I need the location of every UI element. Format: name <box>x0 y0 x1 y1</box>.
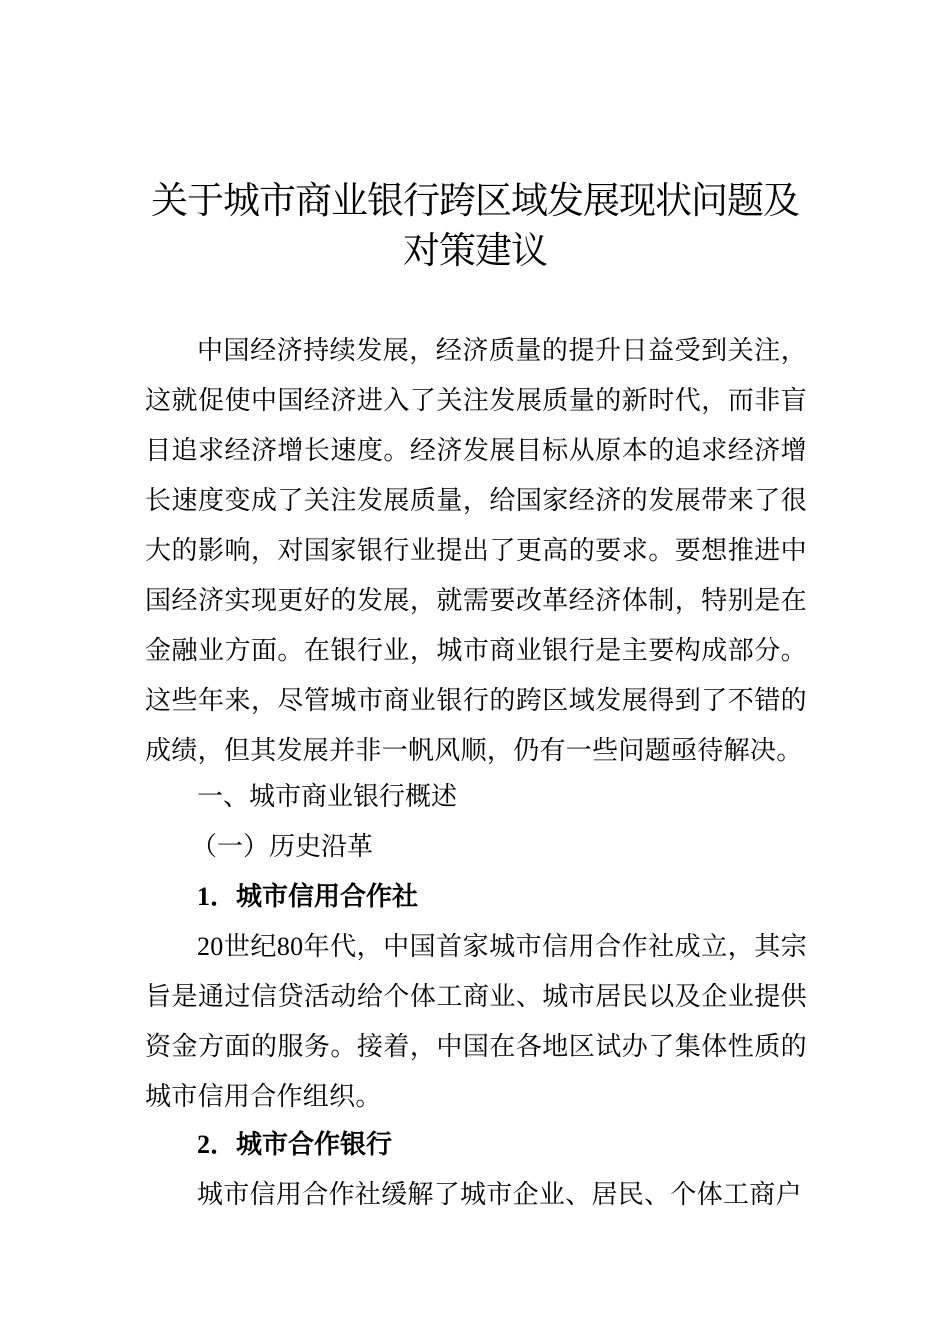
item-paragraph-2: 城市信用合作社缓解了城市企业、居民、个体工商户 <box>197 1180 802 1210</box>
document-title: 关于城市商业银行跨区域发展现状问题及对策建议 <box>151 179 799 272</box>
section-heading: 一、城市商业银行概述 <box>197 782 458 812</box>
paragraph-segment-2: 年代，中国首家城市信用合作社成立，其宗旨是通过信贷活动给个体工商业、城市居民以及企业提供资金方面的服务。接着，中国在各地区试办了集体性质的城市信用合作组织。 <box>145 932 807 1112</box>
year-number-1: 20 <box>197 932 224 961</box>
item-number-1: 1． <box>197 882 237 911</box>
item-paragraph-1 <box>145 922 807 1122</box>
intro-paragraph: 中国经济持续发展，经济质量的提升日益受到关注，这就促使中国经济进入了关注发展质量的新时代，而非盲目追求经济增长速度。经济发展目标从原本的追求经济增长速度变成了关注发展质量，给国家经济的发展带来了很大的影响，对国家银行业提出了更高的要求。要想推进中国经济实现更好的发展，就需要改革经济体制，特别是在金融业方面。在银行业，城市商业银行是主要构成部分。这些年来，尽管城市商业银行的跨区域发展得到了不错的成绩，但其发展并非一帆风顺，仍有一些问题亟待解决。 <box>145 336 807 766</box>
subsection-heading: （一）历史沿革 <box>191 832 374 862</box>
year-number-2: 80 <box>276 932 304 961</box>
item-heading-2 <box>197 1120 392 1170</box>
item-title-2: 城市合作银行 <box>236 1130 393 1160</box>
item-title-1: 城市信用合作社 <box>236 882 419 912</box>
item-number-2: 2． <box>197 1130 237 1159</box>
paragraph-segment-1: 世纪 <box>223 932 277 962</box>
item-heading-1 <box>197 872 418 922</box>
